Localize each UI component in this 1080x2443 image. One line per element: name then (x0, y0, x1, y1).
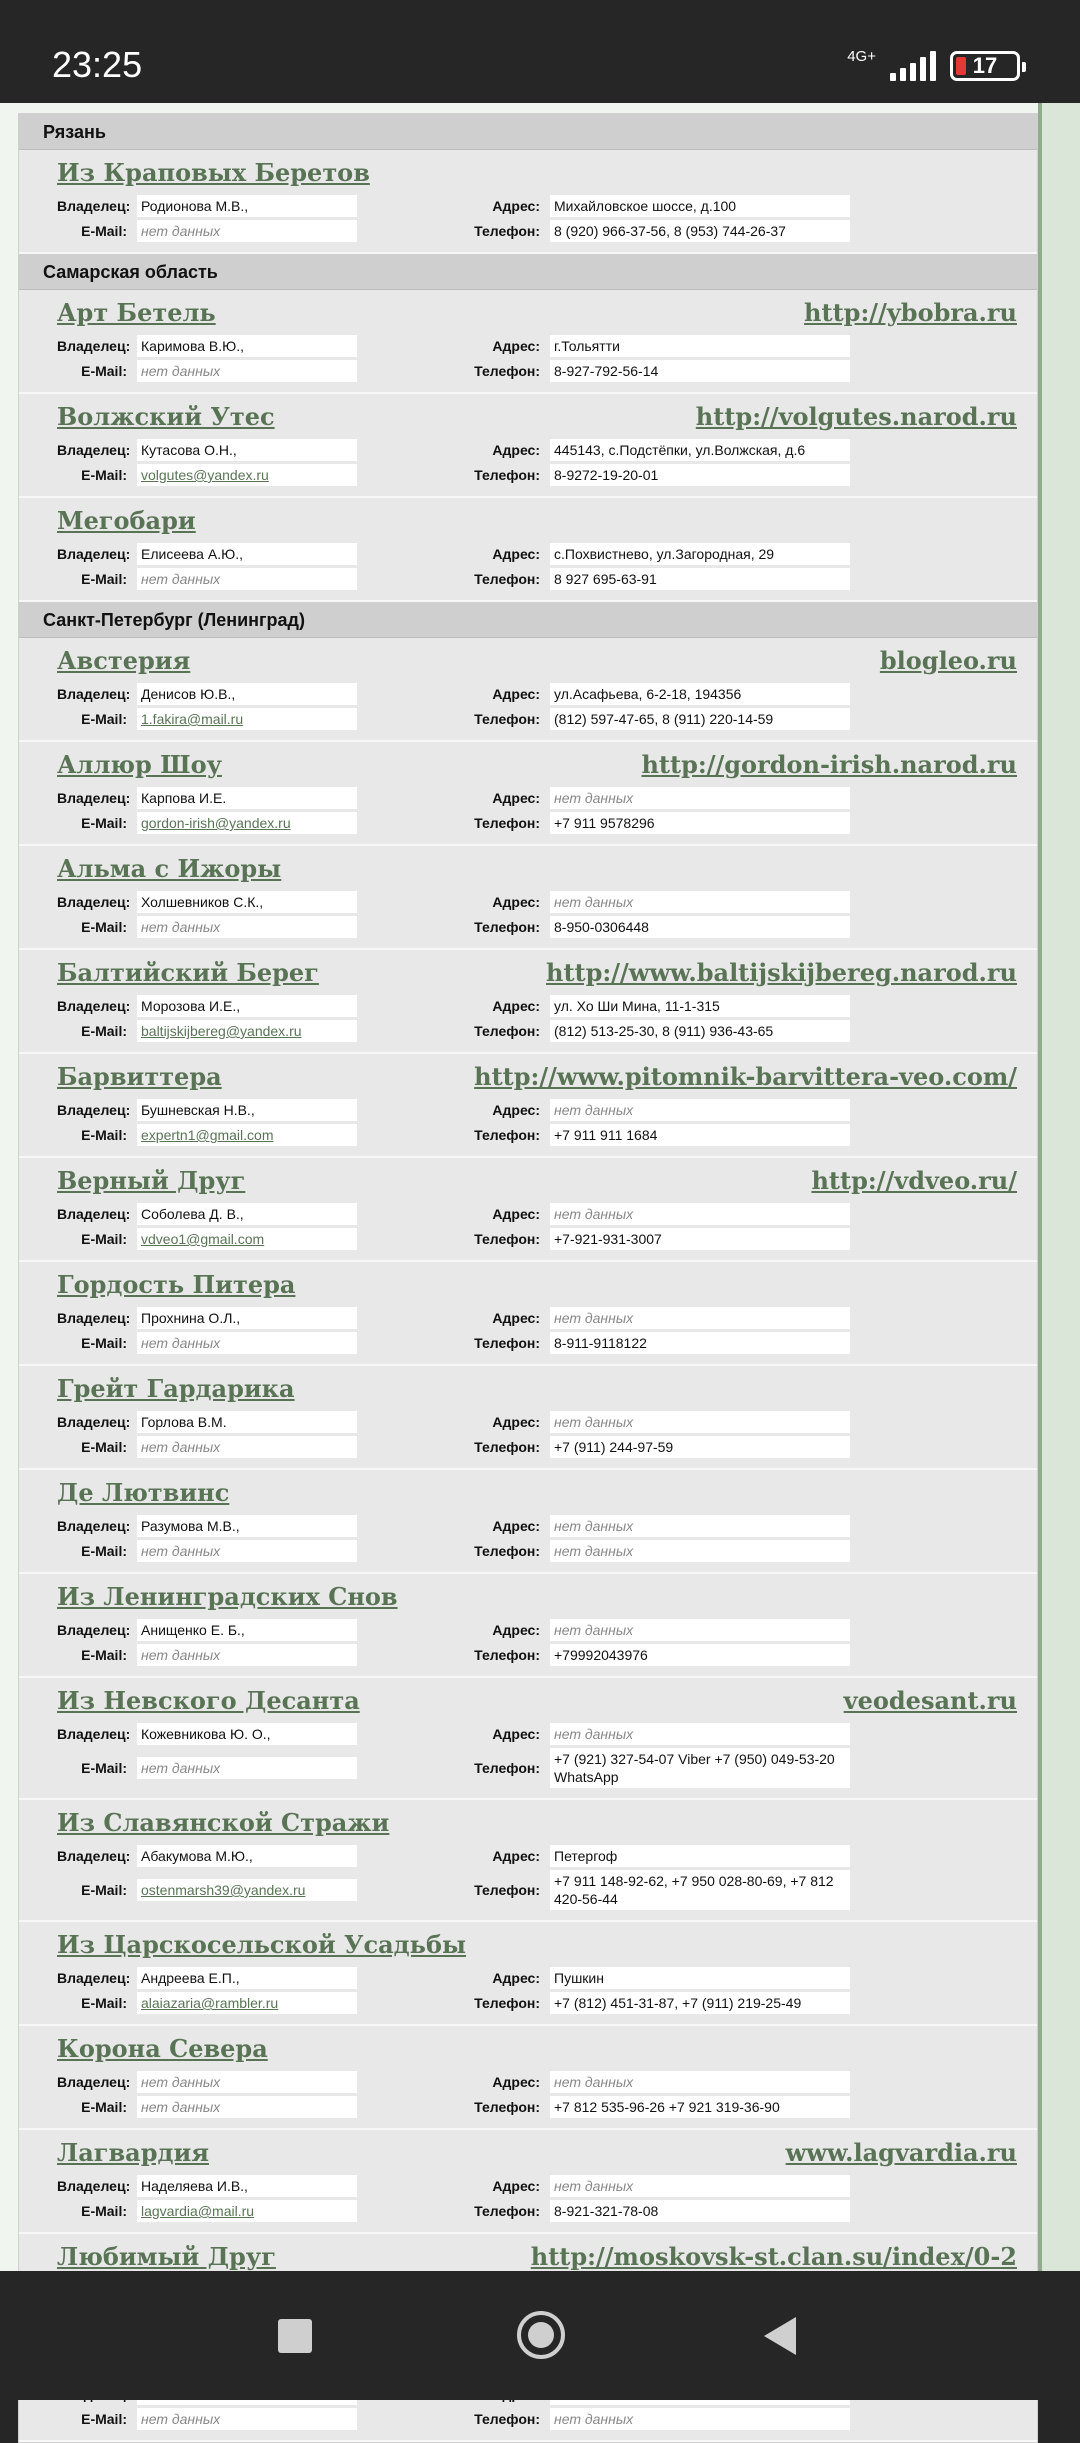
phone-label: Телефон: (474, 571, 540, 587)
kennel-name-link[interactable]: Любимый Друг (57, 2242, 276, 2271)
kennel-site-link[interactable]: http://moskovsk-st.clan.su/index/0-2 (530, 2242, 1017, 2271)
kennel-name-link[interactable]: Гордость Питера (57, 1270, 296, 1299)
battery-level: 17 (972, 53, 998, 78)
phone-value: +7 911 148-92-62, +7 950 028-80-69, +7 812 420-56-44 (550, 1870, 850, 1910)
kennel-header (57, 854, 1017, 888)
kennel-info-row (57, 2096, 1017, 2118)
phone-label: Телефон: (474, 1760, 540, 1776)
kennel-info-row (57, 335, 1017, 357)
owner-value: Холшевников С.К., (137, 891, 357, 913)
kennel-info-row (57, 1967, 1017, 1989)
owner-value: Андреева Е.П., (137, 1967, 357, 1989)
kennel-info-row (57, 2175, 1017, 2197)
email-label: E-Mail: (81, 1882, 127, 1898)
kennel-name-link[interactable]: Из Славянской Стражи (57, 1808, 390, 1837)
kennel-info-row (57, 1540, 1017, 1562)
address-label: Адрес: (492, 1518, 540, 1534)
owner-label: Владелец: (57, 338, 131, 354)
kennel-name-link[interactable]: Австерия (57, 646, 191, 675)
kennel-card (19, 1158, 1037, 1262)
kennel-site-link[interactable]: http://vdveo.ru/ (811, 1166, 1017, 1195)
kennel-info-row (57, 543, 1017, 565)
address-value: нет данных (550, 1619, 850, 1641)
kennel-header (57, 158, 1017, 192)
email-value[interactable]: volgutes@yandex.ru (137, 464, 357, 486)
kennel-info-row (57, 1411, 1017, 1433)
kennel-card (19, 950, 1037, 1054)
kennel-info-row (57, 1099, 1017, 1121)
owner-label: Владелец: (57, 442, 131, 458)
kennel-info-row (57, 787, 1017, 809)
email-label: E-Mail: (81, 1995, 127, 2011)
region-header: Самарская область (19, 254, 1037, 290)
kennel-name-link[interactable]: Лагвардия (57, 2138, 210, 2167)
kennel-info-row (57, 891, 1017, 913)
phone-label: Телефон: (474, 711, 540, 727)
kennel-header (57, 506, 1017, 540)
kennel-header (57, 958, 1017, 992)
email-value[interactable]: vdveo1@gmail.com (137, 1228, 357, 1250)
owner-label: Владелец: (57, 2178, 131, 2194)
owner-label: Владелец: (57, 1622, 131, 1638)
kennel-info-row (57, 1332, 1017, 1354)
owner-value: нет данных (137, 2071, 357, 2093)
kennel-card (19, 1470, 1037, 1574)
email-value: нет данных (137, 2408, 357, 2430)
email-label: E-Mail: (81, 1760, 127, 1776)
kennel-info-row (57, 683, 1017, 705)
phone-value: +7 812 535-96-26 +7 921 319-36-90 (550, 2096, 850, 2118)
address-label: Адрес: (492, 998, 540, 1014)
kennel-header (57, 1166, 1017, 1200)
address-label: Адрес: (492, 338, 540, 354)
kennel-name-link[interactable]: Мегобари (57, 506, 196, 535)
kennel-info-row (57, 1436, 1017, 1458)
phone-value: +7-921-931-3007 (550, 1228, 850, 1250)
email-label: E-Mail: (81, 815, 127, 831)
kennel-info-row (57, 2408, 1017, 2430)
kennel-header (57, 646, 1017, 680)
kennel-card (19, 1054, 1037, 1158)
kennel-site-link[interactable]: http://gordon-irish.narod.ru (641, 750, 1017, 779)
address-value: нет данных (550, 1723, 850, 1745)
kennel-site-link[interactable]: http://www.baltijskijbereg.narod.ru (546, 958, 1017, 987)
phone-label: Телефон: (474, 363, 540, 379)
email-value: нет данных (137, 1757, 357, 1779)
kennel-info-row (57, 1307, 1017, 1329)
email-value: нет данных (137, 1540, 357, 1562)
address-value: Петергоф (550, 1845, 850, 1867)
kennel-info-row (57, 2200, 1017, 2222)
kennel-header (57, 1478, 1017, 1512)
phone-label: Телефон: (474, 223, 540, 239)
email-value[interactable]: baltijskijbereg@yandex.ru (137, 1020, 357, 1042)
kennel-info-row (57, 568, 1017, 590)
owner-label: Владелец: (57, 1848, 131, 1864)
address-value: Пушкин (550, 1967, 850, 1989)
address-label: Адрес: (492, 2074, 540, 2090)
owner-value: Елисеева А.Ю., (137, 543, 357, 565)
kennel-card (19, 290, 1037, 394)
kennel-site-link[interactable]: http://www.pitomnik-barvittera-veo.com/ (474, 1062, 1017, 1091)
phone-label: Телефон: (474, 2203, 540, 2219)
kennel-name-link[interactable]: Из Царскосельской Усадьбы (57, 1930, 467, 1959)
kennel-header (57, 2138, 1017, 2172)
owner-value: Кутасова О.Н., (137, 439, 357, 461)
address-label: Адрес: (492, 894, 540, 910)
email-label: E-Mail: (81, 2203, 127, 2219)
owner-label: Владелец: (57, 894, 131, 910)
phone-value: нет данных (550, 1540, 850, 1562)
kennel-card (19, 638, 1037, 742)
kennel-header (57, 1808, 1017, 1842)
kennel-name-link[interactable]: Альма с Ижоры (57, 854, 282, 883)
owner-value: Разумова М.В., (137, 1515, 357, 1537)
kennel-card (19, 2130, 1037, 2234)
kennel-header (57, 1686, 1017, 1720)
phone-value: +79992043976 (550, 1644, 850, 1666)
email-label: E-Mail: (81, 363, 127, 379)
kennel-name-link[interactable]: Корона Севера (57, 2034, 268, 2063)
kennel-card (19, 150, 1037, 254)
email-value: нет данных (137, 220, 357, 242)
kennel-site-link[interactable]: blogleo.ru (879, 646, 1017, 675)
owner-label: Владелец: (57, 546, 131, 562)
kennel-header (57, 1930, 1017, 1964)
kennel-info-row (57, 439, 1017, 461)
address-value: нет данных (550, 2175, 850, 2197)
home-button[interactable] (517, 2311, 565, 2359)
email-label: E-Mail: (81, 711, 127, 727)
address-label: Адрес: (492, 790, 540, 806)
kennel-header (57, 1270, 1017, 1304)
email-value: нет данных (137, 1332, 357, 1354)
phone-value: +7 911 911 1684 (550, 1124, 850, 1146)
address-value: нет данных (550, 1515, 850, 1537)
kennel-card (19, 742, 1037, 846)
status-icons (847, 46, 1020, 86)
phone-value: 8-911-9118122 (550, 1332, 850, 1354)
kennel-name-link[interactable]: Из Краповых Беретов (57, 158, 370, 187)
email-label: E-Mail: (81, 1543, 127, 1559)
owner-label: Владелец: (57, 2074, 131, 2090)
address-value: нет данных (550, 1203, 850, 1225)
phone-label: Телефон: (474, 1335, 540, 1351)
region-header: Санкт-Петербург (Ленинград) (19, 602, 1037, 638)
owner-value: Морозова И.Е., (137, 995, 357, 1017)
address-label: Адрес: (492, 1970, 540, 1986)
kennel-info-row (57, 1203, 1017, 1225)
owner-label: Владелец: (57, 1726, 131, 1742)
phone-label: Телефон: (474, 1439, 540, 1455)
phone-label: Телефон: (474, 1882, 540, 1898)
kennel-info-row (57, 1124, 1017, 1146)
kennel-info-row (57, 1515, 1017, 1537)
kennel-header (57, 402, 1017, 436)
owner-label: Владелец: (57, 198, 131, 214)
email-value[interactable]: lagvardia@mail.ru (137, 2200, 357, 2222)
address-label: Адрес: (492, 1206, 540, 1222)
phone-label: Телефон: (474, 1647, 540, 1663)
address-label: Адрес: (492, 546, 540, 562)
signal-icon (890, 51, 936, 81)
kennel-name-link[interactable]: Грейт Гардарика (57, 1374, 295, 1403)
email-label: E-Mail: (81, 467, 127, 483)
phone-value: +7 (812) 451-31-87, +7 (911) 219-25-49 (550, 1992, 850, 2014)
kennel-site-link[interactable]: www.lagvardia.ru (785, 2138, 1017, 2167)
kennel-name-link[interactable]: Де Лютвинс (57, 1478, 230, 1507)
kennel-name-link[interactable]: Балтийский Берег (57, 958, 319, 987)
region-header: Рязань (19, 114, 1037, 150)
email-value: нет данных (137, 568, 357, 590)
phone-value: +7 911 9578296 (550, 812, 850, 834)
phone-value: 8-927-792-56-14 (550, 360, 850, 382)
address-label: Адрес: (492, 198, 540, 214)
kennel-card (19, 1262, 1037, 1366)
email-value: нет данных (137, 360, 357, 382)
kennel-header (57, 2034, 1017, 2068)
kennel-info-row (57, 360, 1017, 382)
kennel-name-link[interactable]: Аллюр Шоу (57, 750, 222, 779)
owner-value: Каримова В.Ю., (137, 335, 357, 357)
owner-label: Владелец: (57, 1414, 131, 1430)
address-value: нет данных (550, 787, 850, 809)
kennel-info-row (57, 812, 1017, 834)
kennel-card (19, 1922, 1037, 2026)
address-label: Адрес: (492, 1848, 540, 1864)
recents-button[interactable] (278, 2319, 312, 2353)
kennel-header (57, 750, 1017, 784)
phone-label: Телефон: (474, 1995, 540, 2011)
owner-value: Абакумова М.Ю., (137, 1845, 357, 1867)
phone-label: Телефон: (474, 1023, 540, 1039)
email-label: E-Mail: (81, 1023, 127, 1039)
email-value: нет данных (137, 1644, 357, 1666)
address-value: нет данных (550, 891, 850, 913)
kennel-info-row (57, 708, 1017, 730)
phone-value: 8 927 695-63-91 (550, 568, 850, 590)
owner-label: Владелец: (57, 1206, 131, 1222)
page-side-rail (1038, 103, 1080, 2271)
kennel-card (19, 394, 1037, 498)
phone-label: Телефон: (474, 2099, 540, 2115)
kennel-header (57, 1582, 1017, 1616)
email-value: нет данных (137, 1436, 357, 1458)
phone-label: Телефон: (474, 815, 540, 831)
phone-value: нет данных (550, 2408, 850, 2430)
address-label: Адрес: (492, 1726, 540, 1742)
owner-value: Наделяева И.В., (137, 2175, 357, 2197)
phone-value: (812) 513-25-30, 8 (911) 936-43-65 (550, 1020, 850, 1042)
email-label: E-Mail: (81, 1127, 127, 1143)
kennel-header (57, 1062, 1017, 1096)
network-type: 4G+ (847, 47, 876, 65)
kennel-info-row (57, 916, 1017, 938)
owner-label: Владелец: (57, 1518, 131, 1534)
address-label: Адрес: (492, 1622, 540, 1638)
owner-value: Денисов Ю.В., (137, 683, 357, 705)
kennel-card (19, 2026, 1037, 2130)
email-label: E-Mail: (81, 1231, 127, 1247)
address-value: 445143, с.Подстёпки, ул.Волжская, д.6 (550, 439, 850, 461)
kennel-info-row (57, 2071, 1017, 2093)
kennel-card (19, 498, 1037, 602)
kennel-site-link[interactable]: http://ybobra.ru (804, 298, 1017, 327)
owner-value: Карпова И.Е. (137, 787, 357, 809)
kennel-site-link[interactable]: http://volgutes.narod.ru (695, 402, 1017, 431)
web-page (0, 103, 1080, 2427)
address-label: Адрес: (492, 2178, 540, 2194)
status-time: 23:25 (52, 44, 143, 85)
email-label: E-Mail: (81, 2099, 127, 2115)
address-value: нет данных (550, 1099, 850, 1121)
kennel-info-row (57, 1228, 1017, 1250)
address-value: нет данных (550, 1411, 850, 1433)
phone-label: Телефон: (474, 1231, 540, 1247)
kennel-name-link[interactable]: Верный Друг (57, 1166, 246, 1195)
email-label: E-Mail: (81, 1439, 127, 1455)
address-value: ул.Асафьева, 6-2-18, 194356 (550, 683, 850, 705)
address-label: Адрес: (492, 442, 540, 458)
kennel-info-row (57, 995, 1017, 1017)
owner-value: Прохнина О.Л., (137, 1307, 357, 1329)
address-value: нет данных (550, 2071, 850, 2093)
phone-label: Телефон: (474, 1543, 540, 1559)
kennel-info-row (57, 220, 1017, 242)
phone-value: +7 (911) 244-97-59 (550, 1436, 850, 1458)
kennel-info-row (57, 1992, 1017, 2014)
back-button[interactable] (764, 2317, 796, 2355)
kennel-listing (18, 113, 1038, 2443)
phone-label: Телефон: (474, 1127, 540, 1143)
owner-value: Кожевникова Ю. О., (137, 1723, 357, 1745)
owner-value: Анищенко Е. Б., (137, 1619, 357, 1641)
address-value: нет данных (550, 1307, 850, 1329)
owner-label: Владелец: (57, 790, 131, 806)
kennel-info-row (57, 1723, 1017, 1745)
phone-value: 8-921-321-78-08 (550, 2200, 850, 2222)
address-value: с.Похвистнево, ул.Загородная, 29 (550, 543, 850, 565)
owner-value: Родионова М.В., (137, 195, 357, 217)
phone-value: +7 (921) 327-54-07 Viber +7 (950) 049-53-20 WhatsApp (550, 1748, 850, 1788)
status-bar (0, 0, 1080, 103)
address-label: Адрес: (492, 686, 540, 702)
kennel-card (19, 1678, 1037, 1800)
kennel-card (19, 1366, 1037, 1470)
kennel-name-link[interactable]: Барвиттера (57, 1062, 222, 1091)
kennel-name-link[interactable]: Арт Бетель (57, 298, 216, 327)
email-label: E-Mail: (81, 223, 127, 239)
kennel-name-link[interactable]: Волжский Утес (57, 402, 275, 431)
kennel-card (19, 846, 1037, 950)
phone-value: 8 (920) 966-37-56, 8 (953) 744-26-37 (550, 220, 850, 242)
owner-label: Владелец: (57, 998, 131, 1014)
email-label: E-Mail: (81, 1335, 127, 1351)
email-value: нет данных (137, 916, 357, 938)
phone-label: Телефон: (474, 467, 540, 483)
battery-icon (950, 51, 1020, 81)
kennel-name-link[interactable]: Из Ленинградских Снов (57, 1582, 398, 1611)
phone-value: 8-950-0306448 (550, 916, 850, 938)
address-label: Адрес: (492, 1102, 540, 1118)
phone-label: Телефон: (474, 2411, 540, 2427)
phone-value: (812) 597-47-65, 8 (911) 220-14-59 (550, 708, 850, 730)
email-label: E-Mail: (81, 1647, 127, 1663)
address-label: Адрес: (492, 1414, 540, 1430)
kennel-name-link[interactable]: Из Невского Десанта (57, 1686, 360, 1715)
kennel-header (57, 298, 1017, 332)
owner-label: Владелец: (57, 686, 131, 702)
kennel-info-row (57, 1845, 1017, 1867)
owner-value: Горлова В.М. (137, 1411, 357, 1433)
kennel-info-row (57, 1644, 1017, 1666)
kennel-header (57, 1374, 1017, 1408)
kennel-info-row (57, 1619, 1017, 1641)
address-value: ул. Хо Ши Мина, 11-1-315 (550, 995, 850, 1017)
navigation-bar (0, 2271, 1080, 2400)
kennel-info-row (57, 1748, 1017, 1788)
address-value: Михайловское шоссе, д.100 (550, 195, 850, 217)
phone-value: 8-9272-19-20-01 (550, 464, 850, 486)
email-label: E-Mail: (81, 919, 127, 935)
address-value: г.Тольятти (550, 335, 850, 357)
owner-label: Владелец: (57, 1102, 131, 1118)
kennel-site-link[interactable]: veodesant.ru (843, 1686, 1017, 1715)
email-value[interactable]: gordon-irish@yandex.ru (137, 812, 357, 834)
email-value: нет данных (137, 2096, 357, 2118)
email-value[interactable]: alaiazaria@rambler.ru (137, 1992, 357, 2014)
kennel-info-row (57, 1020, 1017, 1042)
phone-label: Телефон: (474, 919, 540, 935)
email-label: E-Mail: (81, 571, 127, 587)
email-value[interactable]: expertn1@gmail.com (137, 1124, 357, 1146)
kennel-card (19, 1800, 1037, 1922)
kennel-info-row (57, 464, 1017, 486)
email-label: E-Mail: (81, 2411, 127, 2427)
kennel-info-row (57, 195, 1017, 217)
email-value[interactable]: ostenmarsh39@yandex.ru (137, 1879, 357, 1901)
kennel-card (19, 1574, 1037, 1678)
owner-value: Соболева Д. В., (137, 1203, 357, 1225)
email-value[interactable]: 1.fakira@mail.ru (137, 708, 357, 730)
address-label: Адрес: (492, 1310, 540, 1326)
kennel-info-row (57, 1870, 1017, 1910)
owner-value: Бушневская Н.В., (137, 1099, 357, 1121)
owner-label: Владелец: (57, 1970, 131, 1986)
owner-label: Владелец: (57, 1310, 131, 1326)
